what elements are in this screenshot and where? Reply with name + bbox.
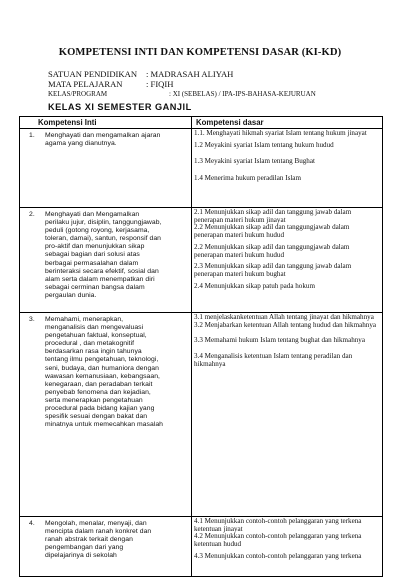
ki-number: 4. xyxy=(29,520,35,527)
kd-item: 1.2 Meyakini syariat Islam tentang hukum hudud xyxy=(194,140,334,149)
kd-item: 3.2 Menjabarkan ketentuan Allah tentang hudud dan hikmahnya xyxy=(194,320,377,329)
ki-text: Mengolah, menalar, menyaji, dan mencipta dalam ranah konkret dan ranah abstrak terkait dengan pengembangan dari yang dipelajarinya di sekolah xyxy=(45,520,152,560)
table-row xyxy=(20,313,383,517)
ki-kd-table xyxy=(19,116,383,577)
table-row xyxy=(20,517,383,577)
kd-item: 2.4 Menunjukkan sikap patuh pada hokum xyxy=(194,281,315,290)
kd-item: 2.2 Menunjukkan sikap adil dan tanggungjawab dalam penerapan materi hukum hudud xyxy=(194,242,350,259)
kd-cell xyxy=(192,208,383,313)
meta-key: SATUAN PENDIDIKAN xyxy=(48,69,138,79)
meta-value: : XI (SEBELAS) / IPA-IPS-BAHASA-KEJURUAN xyxy=(169,90,316,99)
kd-item: 3.3 Memahami hukum Islam tentang bughat dan hikmahnya xyxy=(194,336,366,345)
ki-text: Menghayati dan mengamalkan ajaran agama yang dianutnya. xyxy=(45,132,161,148)
meta-row xyxy=(48,69,316,79)
meta-key: KELAS/PROGRAM xyxy=(48,90,108,99)
meta-row xyxy=(48,89,316,99)
meta-block xyxy=(48,69,316,100)
ki-number: 2. xyxy=(29,211,35,218)
table-row xyxy=(20,208,383,313)
kd-item: 4.2 Menunjukkan contoh-contoh pelanggaran yang terkena ketentuan hudud xyxy=(194,532,362,549)
kd-item: 2.1 Menunjukkan sikap adil dan tanggung jawab dalam penerapan materi hukum jinayat xyxy=(194,208,352,224)
ki-cell xyxy=(20,129,192,208)
ki-text: Menghayati dan Mengamalkan perilaku jujur, disiplin, tanggungjawab, peduli (gotong royong, kerjasama, toleran, damai), santun, responsif dan pro-aktif dan menunjukkan sikap sebagai bagian dari solusi atas berbagai permasalahan dalam berinteraksi secara efektif, sosial dan alam serta dalam menempatkan diri sebagai cerminan bangsa dalam pergaulan dunia. xyxy=(45,211,162,299)
kd-cell xyxy=(192,313,383,517)
kd-item: 2.3 Menunjukkan sikap adil dan tanggung jawab dalam penerapan materi hukum bughat xyxy=(194,262,352,278)
ki-cell xyxy=(20,208,192,313)
meta-value: : MADRASAH ALIYAH xyxy=(146,69,234,79)
ki-number: 3. xyxy=(29,316,35,323)
kd-item: 1.3 Meyakini syariat Islam tentang Bughat xyxy=(194,157,315,166)
meta-value: : FIQIH xyxy=(146,79,174,90)
ki-text: Memahami, menerapkan, menganalisis dan mengevaluasi pengetahuan faktual, konseptual, procedural , dan metakognitif berdasarkan rasa ingin tahunya tentang ilmu pengetahuan, teknologi, seni, budaya, dan humaniora dengan wawasan kemanusiaan, kebangsaan, kenegaraan, dan peradaban terkait penyebab fenomena dan kejadian, serta menerapkan pengetahuan procedural pada bidang kajian yang spesifik sesuai dengan bakat dan minatnya untuk memecahkan masalah xyxy=(45,316,164,429)
header-kompetensi-inti: Kompetensi Inti xyxy=(20,117,192,129)
kd-item: 1.1. Menghayati hikmah syariat Islam tentang hukum jinayat xyxy=(194,129,367,137)
ki-cell xyxy=(20,313,192,517)
table-header-row xyxy=(20,117,383,129)
ki-cell xyxy=(20,517,192,577)
kd-item: 2.2 Menunjukkan sikap adil dan tanggungjawab dalam penerapan materi hukum hudud xyxy=(194,223,350,240)
meta-row xyxy=(48,79,316,89)
ki-number: 1. xyxy=(29,132,35,139)
kd-item: 3.1 menjelaskanketentuan Allah tentang jinayat dan hikmahnya xyxy=(194,313,374,321)
kd-item: 3.4 Menganalisis ketentuan Islam tentang peradilan dan hikmahnya xyxy=(194,352,353,368)
document-title: KOMPETENSI INTI DAN KOMPETENSI DASAR (KI-KD) xyxy=(58,47,342,58)
kd-cell xyxy=(192,129,383,208)
section-title: KELAS XI SEMESTER GANJIL xyxy=(48,102,192,112)
kd-item: 4.1 Menunjukkan contoh-contoh pelanggaran yang terkena ketentuan jinayat xyxy=(194,517,362,533)
kd-item: 1.4 Menerima hukum peradilan Islam xyxy=(194,174,301,183)
meta-key: MATA PELAJARAN xyxy=(48,79,123,90)
header-kompetensi-dasar: Kompetensi dasar xyxy=(192,117,383,129)
kd-item: 4.3 Menunjukkan contoh-contoh pelanggaran yang terkena xyxy=(194,551,362,560)
table-row xyxy=(20,129,383,208)
kd-cell xyxy=(192,517,383,577)
